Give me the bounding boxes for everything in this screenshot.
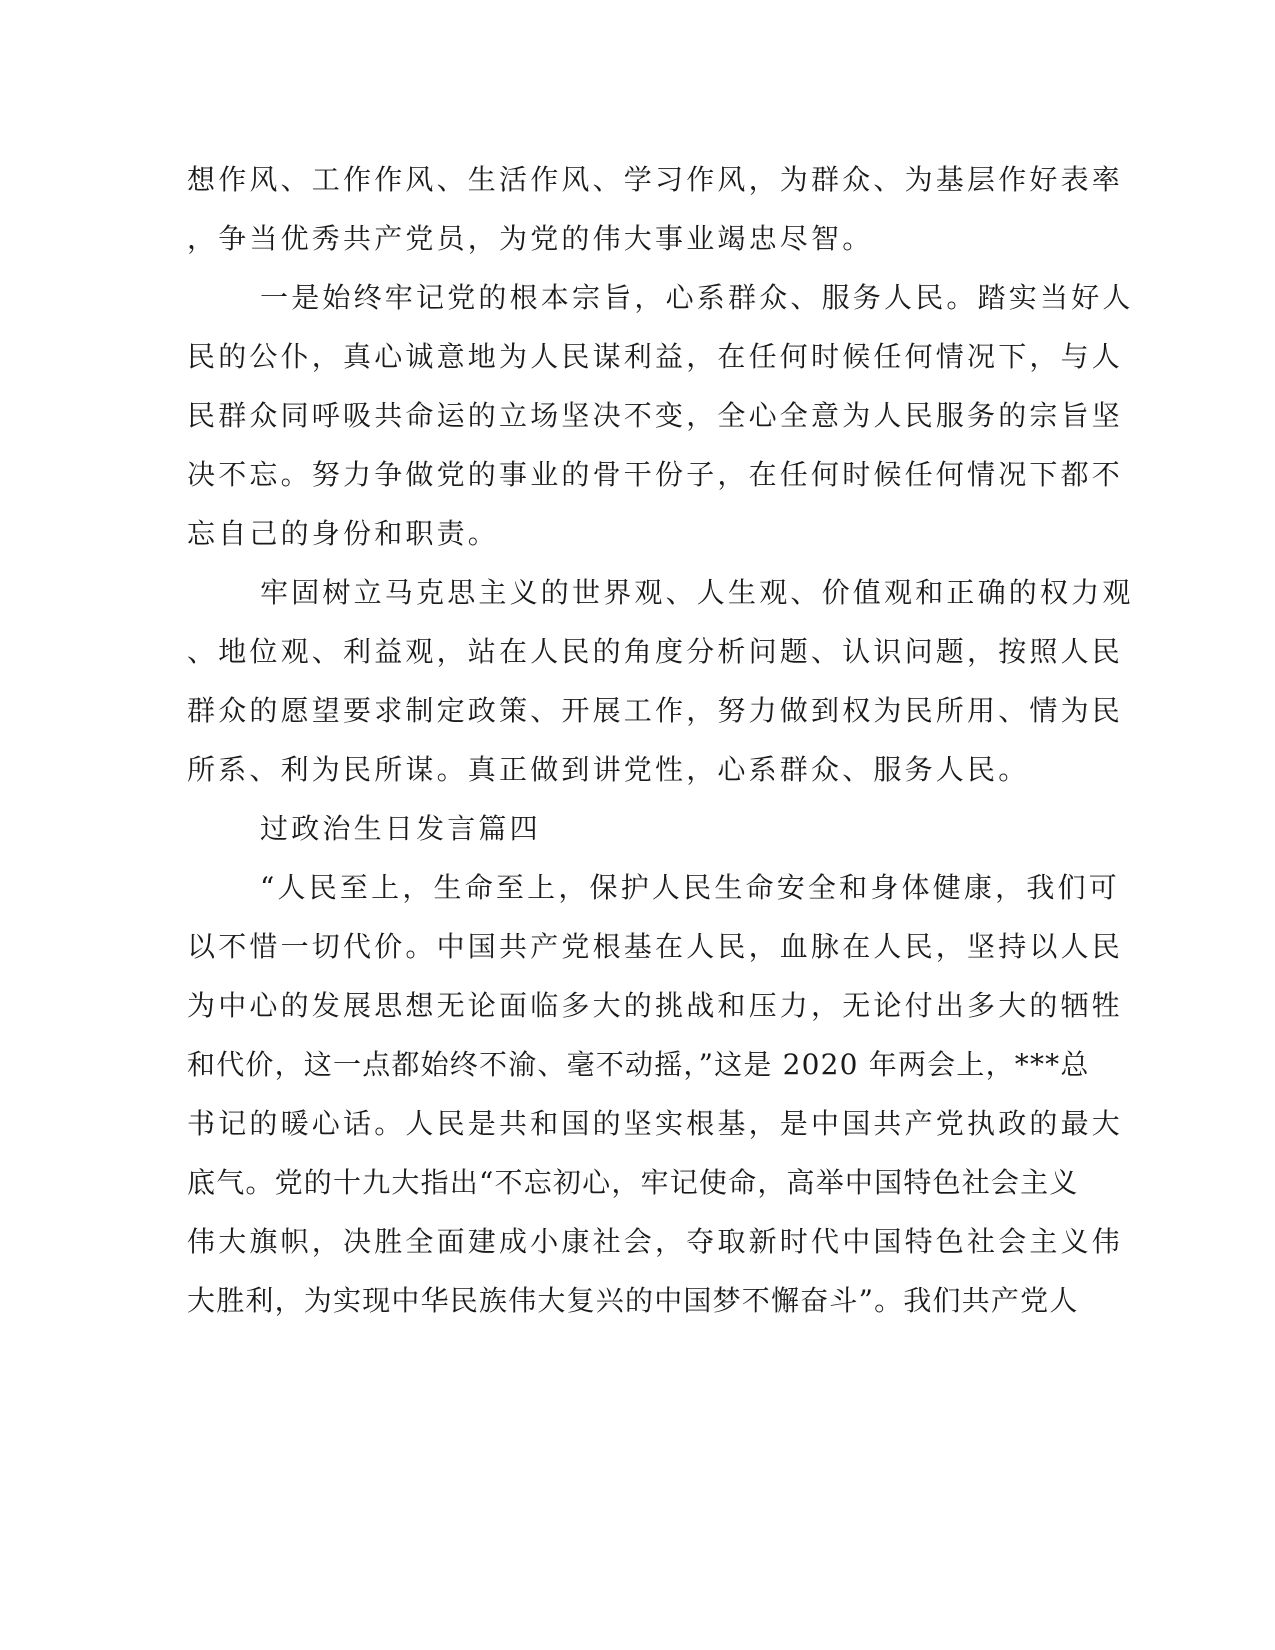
text-line: 忘自己的身份和职责。 [187,517,500,550]
text-line: 一是始终牢记党的根本宗旨，心系群众、服务人民。踏实当好人 [260,281,1134,314]
text-line: 民群众同呼吸共命运的立场坚决不变，全心全意为人民服务的宗旨坚 [187,399,1124,432]
text-line: “人民至上，生命至上，保护人民生命安全和身体健康，我们可 [260,871,1120,904]
text-line: 书记的暖心话。人民是共和国的坚实根基，是中国共产党执政的最大 [187,1107,1124,1140]
text-line: 所系、利为民所谋。真正做到讲党性，心系群众、服务人民。 [187,753,1030,786]
text-line: 民的公仆，真心诚意地为人民谋利益，在任何时候任何情况下，与人 [187,340,1124,373]
text-line: 为中心的发展思想无论面临多大的挑战和压力，无论付出多大的牺牲 [187,989,1124,1022]
text-line: 和代价，这一点都始终不渝、毫不动摇，”这是 2020 年两会上，***总 [187,1048,1090,1081]
text-line: 想作风、工作作风、生活作风、学习作风，为群众、为基层作好表率 [187,163,1124,196]
section-heading: 过政治生日发言篇四 [260,812,541,845]
text-line: 、地位观、利益观，站在人民的角度分析问题、认识问题，按照人民 [187,635,1124,668]
text-line: 以不惜一切代价。中国共产党根基在人民，血脉在人民，坚持以人民 [187,930,1124,963]
text-line: 大胜利，为实现中华民族伟大复兴的中国梦不懈奋斗”。我们共产党人 [187,1284,1079,1317]
text-line: 底气。党的十九大指出“不忘初心，牢记使命，高举中国特色社会主义 [187,1166,1079,1199]
text-line: ，争当优秀共产党员，为党的伟大事业竭忠尽智。 [187,222,874,255]
text-line: 群众的愿望要求制定政策、开展工作，努力做到权为民所用、情为民 [187,694,1124,727]
text-line: 决不忘。努力争做党的事业的骨干份子，在任何时候任何情况下都不 [187,458,1124,491]
text-line: 伟大旗帜，决胜全面建成小康社会，夺取新时代中国特色社会主义伟 [187,1225,1124,1258]
text-line: 牢固树立马克思主义的世界观、人生观、价值观和正确的权力观 [260,576,1134,609]
